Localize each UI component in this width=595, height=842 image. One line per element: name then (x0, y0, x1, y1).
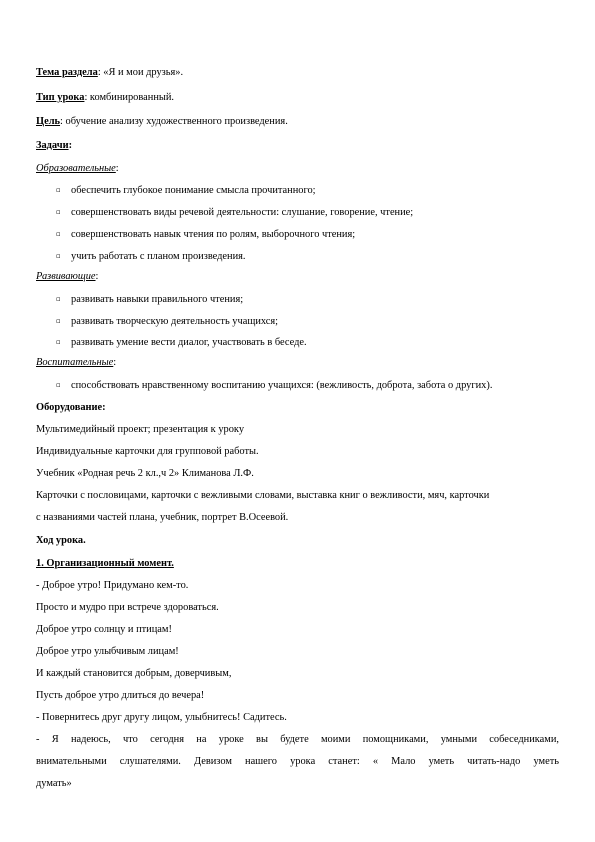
list-item (56, 227, 355, 242)
list-item (56, 335, 307, 350)
developing-label: Развивающие (36, 271, 96, 282)
list-item-text: развивать творческую деятельность учащихся; (71, 316, 279, 327)
square-bullet-icon: ▫ (56, 295, 61, 303)
equipment-heading: Оборудование: (36, 402, 106, 413)
poem-line: Пусть доброе утро длиться до вечера! (36, 690, 205, 701)
poem-line: - Доброе утро! Придумано кем-то. (36, 580, 189, 591)
list-item (56, 378, 492, 393)
tasks-colon: : (68, 140, 73, 151)
poem-line: Доброе утро солнцу и птицам! (36, 624, 172, 635)
square-bullet-icon: ▫ (56, 208, 61, 216)
equipment-line: Индивидуальные карточки для групповой работы. (36, 446, 259, 457)
poem-line: И каждый становится добрым, доверчивым, (36, 668, 232, 679)
list-item (56, 292, 243, 307)
list-item (56, 183, 316, 198)
list-item-text: развивать умение вести диалог, участвовать в беседе. (71, 337, 307, 348)
closing-paragraph-line: внимательными слушателями. Девизом нашего урока станет: « Мало уметь читать-надо уметь (36, 756, 559, 767)
list-item-text: обеспечить глубокое понимание смысла прочитанного; (71, 185, 316, 196)
list-item-text: развивать навыки правильного чтения; (71, 294, 244, 305)
poem-line: Просто и мудро при встрече здороваться. (36, 602, 219, 613)
list-item-text: совершенствовать виды речевой деятельности: слушание, говорение, чтение; (71, 207, 414, 218)
topic-line (36, 66, 183, 80)
lesson-type-line (36, 91, 174, 105)
poem-line: Доброе утро улыбчивым лицам! (36, 646, 179, 657)
list-item-text: учить работать с планом произведения. (71, 251, 246, 262)
educational-heading-line (36, 162, 119, 176)
upbringing-label: Воспитательные (36, 357, 114, 368)
list-item-text: совершенствовать навык чтения по ролям, выборочного чтения; (71, 229, 356, 240)
equipment-line: с названиями частей плана, учебник, портрет В.Осеевой. (36, 512, 289, 523)
square-bullet-icon: ▫ (56, 230, 61, 238)
developing-heading-line (36, 270, 98, 284)
equipment-line: Мультимедийный проект; презентация к уроку (36, 424, 245, 435)
equipment-line: Учебник «Родная речь 2 кл.,ч 2» Климанова Л.Ф. (36, 468, 254, 479)
list-item (56, 249, 246, 264)
square-bullet-icon: ▫ (56, 381, 61, 389)
goal-value: : обучение анализу художественного произведения. (60, 116, 288, 127)
goal-label: Цель (36, 116, 61, 127)
tasks-heading: Задачи (36, 140, 69, 151)
square-bullet-icon: ▫ (56, 252, 61, 260)
closing-paragraph-line: думать» (36, 778, 72, 789)
list-item-text: способствовать нравственному воспитанию учащихся: (вежливость, доброта, забота о других). (71, 380, 493, 391)
closing-paragraph-line: - Я надеюсь, что сегодня на уроке вы будете моими помощниками, умными собеседниками, (36, 734, 559, 745)
educational-label: Образовательные (36, 163, 116, 174)
poem-line: - Повернитесь друг другу лицом, улыбнитесь! Садитесь. (36, 712, 287, 723)
square-bullet-icon: ▫ (56, 317, 61, 325)
topic-value: : «Я и мои друзья». (97, 67, 184, 78)
equipment-line: Карточки с пословицами, карточки с вежливыми словами, выставка книг о вежливости, мяч, карточки (36, 490, 490, 501)
educational-colon: : (115, 163, 119, 174)
lesson-type-label: Тип урока (36, 92, 85, 103)
upbringing-colon: : (113, 357, 117, 368)
course-heading: Ход урока. (36, 535, 86, 546)
section-heading: 1. Организационный момент. (36, 558, 174, 569)
list-item (56, 314, 278, 329)
tasks-heading-line (36, 139, 72, 153)
topic-label: Тема раздела (36, 67, 98, 78)
square-bullet-icon: ▫ (56, 186, 61, 194)
lesson-type-value: : комбинированный. (84, 92, 175, 103)
list-item (56, 205, 413, 220)
developing-colon: : (95, 271, 99, 282)
goal-line (36, 115, 288, 129)
square-bullet-icon: ▫ (56, 338, 61, 346)
upbringing-heading-line (36, 356, 116, 370)
